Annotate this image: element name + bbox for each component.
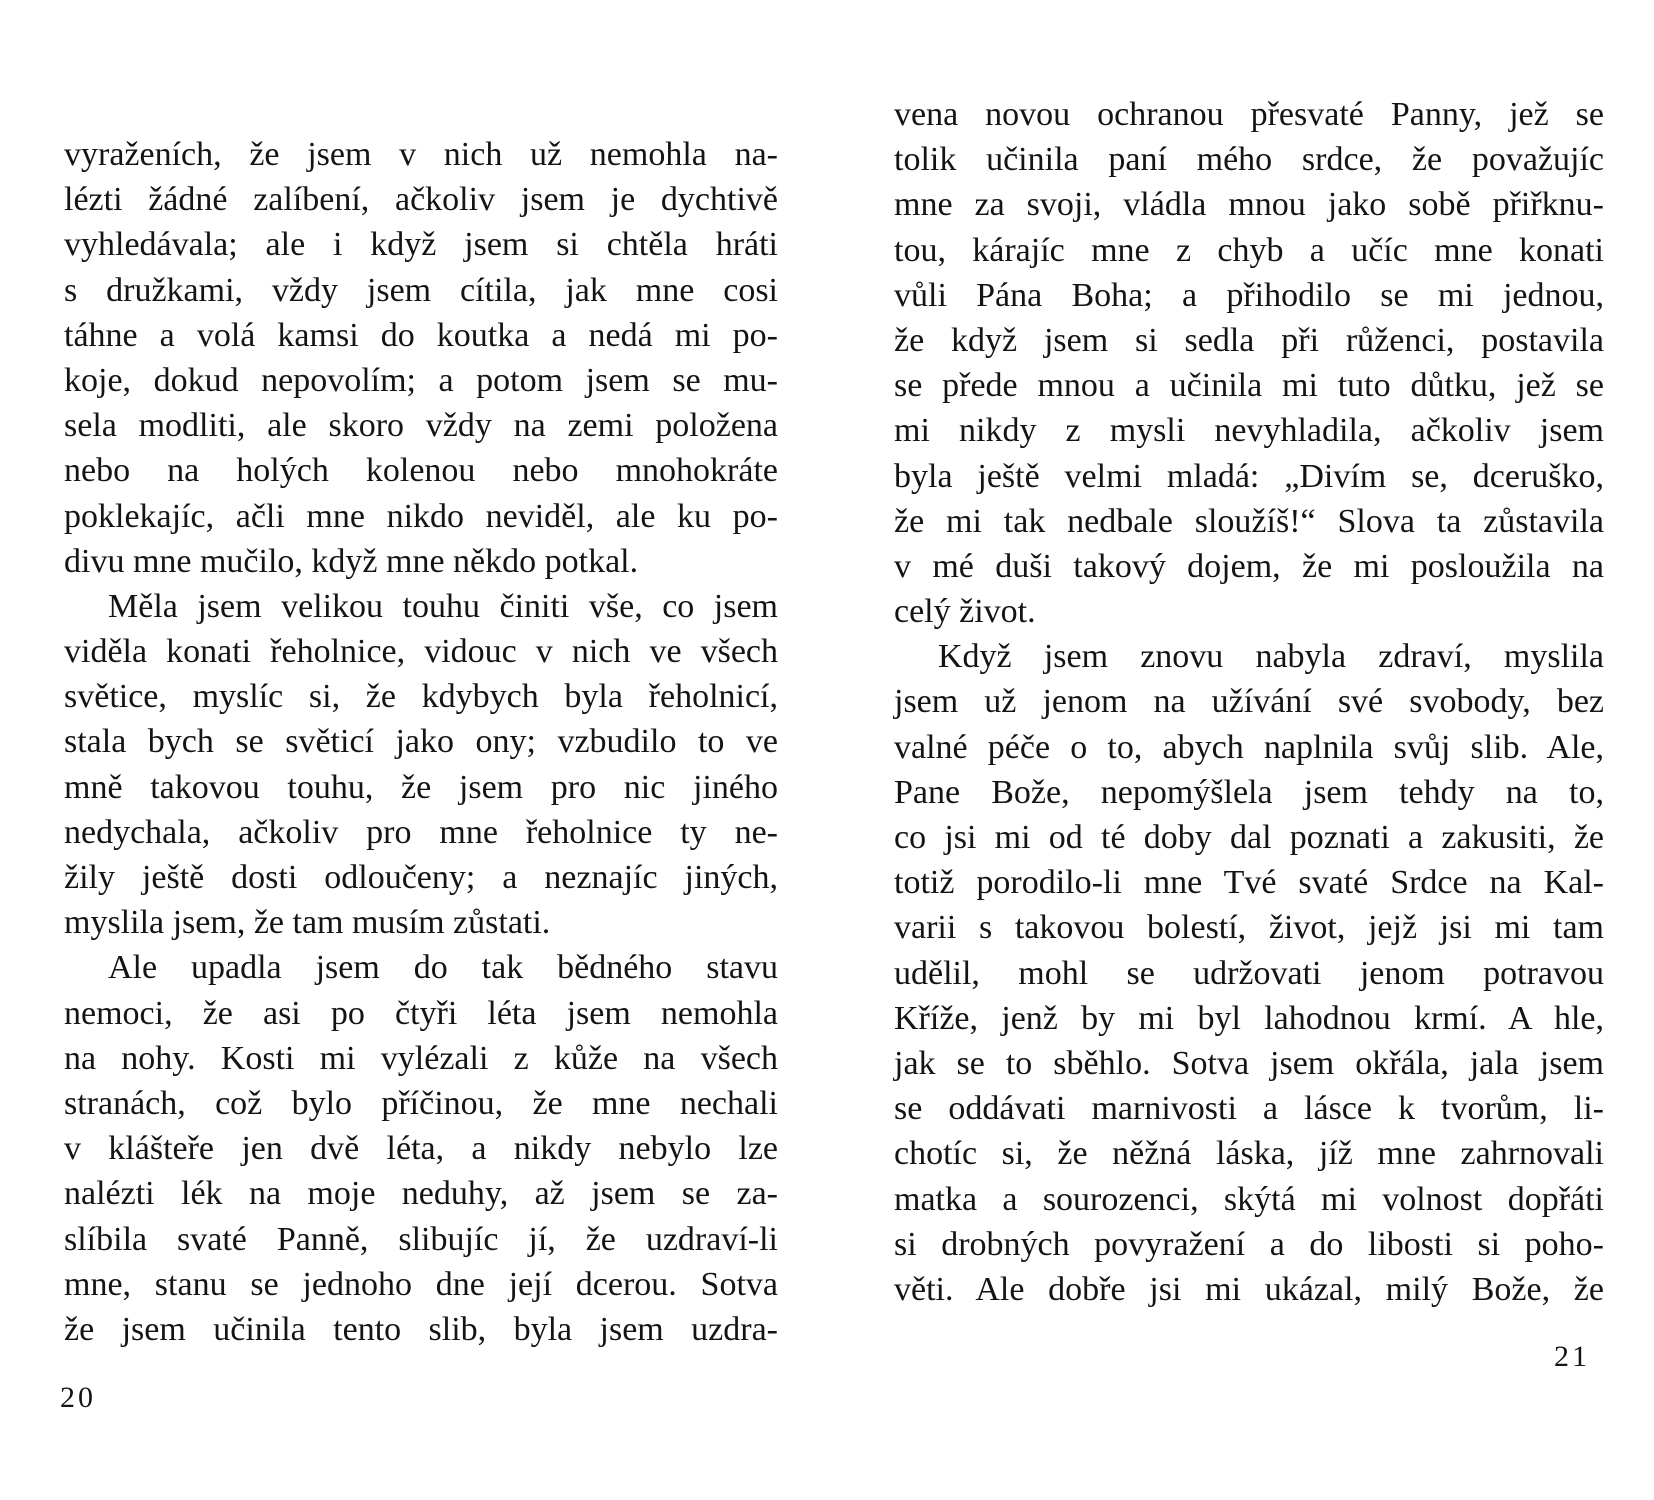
text-line: že když jsem si sedla při růženci, postavila bbox=[894, 321, 1604, 359]
text-line: poklekajíc, ačli mne nikdo neviděl, ale ku po- bbox=[64, 497, 778, 535]
text-line: tou, kárajíc mne z chyb a učíc mne konati bbox=[894, 231, 1604, 269]
text-line: věti. Ale dobře jsi mi ukázal, milý Bože, že bbox=[894, 1270, 1604, 1308]
text-line: byla ještě velmi mladá: „Divím se, dceruško, bbox=[894, 457, 1604, 495]
text-line: v mé duši takový dojem, že mi posloužila na bbox=[894, 547, 1604, 585]
text-line: celý život. bbox=[894, 593, 1036, 631]
text-line: jak se to sběhlo. Sotva jsem okřála, jala jsem bbox=[894, 1044, 1604, 1082]
text-line: lézti žádné zalíbení, ačkoliv jsem je dychtivě bbox=[64, 181, 778, 219]
text-line: mne za svoji, vládla mnou jako sobě přiřknu- bbox=[894, 186, 1604, 224]
text-line: Kříže, jenž by mi byl lahodnou krmí. A hle, bbox=[894, 999, 1604, 1037]
text-line: táhne a volá kamsi do koutka a nedá mi po- bbox=[64, 316, 778, 354]
text-line: nemoci, že asi po čtyři léta jsem nemohla bbox=[64, 994, 778, 1032]
page-number-left: 20 bbox=[60, 1381, 96, 1414]
text-line: stranách, což bylo příčinou, že mne nechali bbox=[64, 1084, 778, 1122]
text-line: udělil, mohl se udržovati jenom potravou bbox=[894, 954, 1604, 992]
text-line: vůli Pána Boha; a přihodilo se mi jednou, bbox=[894, 276, 1604, 314]
text-line: mi nikdy z mysli nevyhladila, ačkoliv jsem bbox=[894, 412, 1604, 450]
text-line: stala bych se světicí jako ony; vzbudilo to ve bbox=[64, 723, 778, 761]
text-line: sela modliti, ale skoro vždy na zemi položena bbox=[64, 407, 778, 445]
text-line: chotíc si, že něžná láska, jíž mne zahrnovali bbox=[894, 1135, 1604, 1173]
text-line: na nohy. Kosti mi vylézali z kůže na všech bbox=[64, 1039, 778, 1077]
text-line: se přede mnou a učinila mi tuto důtku, jež se bbox=[894, 367, 1604, 405]
left-page-text bbox=[64, 132, 778, 1352]
page-number-right: 21 bbox=[1554, 1340, 1590, 1373]
right-page-text bbox=[894, 92, 1604, 1312]
text-line: se oddávati marnivosti a lásce k tvorům, li- bbox=[894, 1090, 1604, 1128]
text-line: valné péče o to, abych naplnila svůj slib. Ale, bbox=[894, 728, 1604, 766]
text-line: žily ještě dosti odloučeny; a neznajíc jiných, bbox=[64, 859, 778, 896]
text-line: Ale upadla jsem do tak bědného stavu bbox=[108, 949, 778, 987]
text-line: že jsem učinila tento slib, byla jsem uzdra- bbox=[64, 1310, 778, 1348]
text-line: matka a sourozenci, skýtá mi volnost dopřáti bbox=[894, 1180, 1604, 1218]
text-line: Když jsem znovu nabyla zdraví, myslila bbox=[938, 638, 1604, 676]
text-line: v klášteře jen dvě léta, a nikdy nebylo lze bbox=[64, 1130, 778, 1168]
text-line: vena novou ochranou přesvaté Panny, jež se bbox=[894, 96, 1604, 133]
text-line: si drobných povyražení a do libosti si poho- bbox=[894, 1225, 1604, 1263]
text-line: slíbila svaté Panně, slibujíc jí, že uzdraví-li bbox=[64, 1220, 778, 1258]
text-line: že mi tak nedbale sloužíš!“ Slova ta zůstavila bbox=[894, 502, 1604, 540]
text-line: divu mne mučilo, když mne někdo potkal. bbox=[64, 542, 639, 580]
text-line: totiž porodilo-li mne Tvé svaté Srdce na Kal- bbox=[894, 864, 1604, 902]
text-line: světice, myslíc si, že kdybych byla řeholnicí, bbox=[64, 678, 778, 716]
text-line: Pane Bože, nepomýšlela jsem tehdy na to, bbox=[894, 773, 1604, 811]
text-line: myslila jsem, že tam musím zůstati. bbox=[64, 904, 551, 942]
text-line: Měla jsem velikou touhu činiti vše, co jsem bbox=[108, 587, 778, 625]
text-line: vyraženích, že jsem v nich už nemohla na- bbox=[64, 136, 778, 173]
text-line: nebo na holých kolenou nebo mnohokráte bbox=[64, 452, 778, 490]
text-line: mne, stanu se jednoho dne její dcerou. Sotva bbox=[64, 1265, 778, 1303]
text-line: viděla konati řeholnice, vidouc v nich ve všech bbox=[64, 633, 778, 671]
text-line: s družkami, vždy jsem cítila, jak mne cosi bbox=[64, 271, 778, 309]
text-line: co jsi mi od té doby dal poznati a zakusiti, že bbox=[894, 819, 1604, 856]
text-line: vyhledávala; ale i když jsem si chtěla hráti bbox=[64, 226, 778, 264]
text-line: mně takovou touhu, že jsem pro nic jiného bbox=[64, 768, 778, 806]
text-line: tolik učinila paní mého srdce, že považujíc bbox=[894, 141, 1604, 179]
text-line: nedychala, ačkoliv pro mne řeholnice ty ne- bbox=[64, 813, 778, 851]
text-line: koje, dokud nepovolím; a potom jsem se mu- bbox=[64, 361, 778, 399]
text-line: jsem už jenom na užívání své svobody, bez bbox=[894, 683, 1604, 721]
text-line: nalézti lék na moje neduhy, až jsem se za- bbox=[64, 1175, 778, 1213]
text-line: varii s takovou bolestí, život, jejž jsi mi tam bbox=[894, 909, 1604, 947]
